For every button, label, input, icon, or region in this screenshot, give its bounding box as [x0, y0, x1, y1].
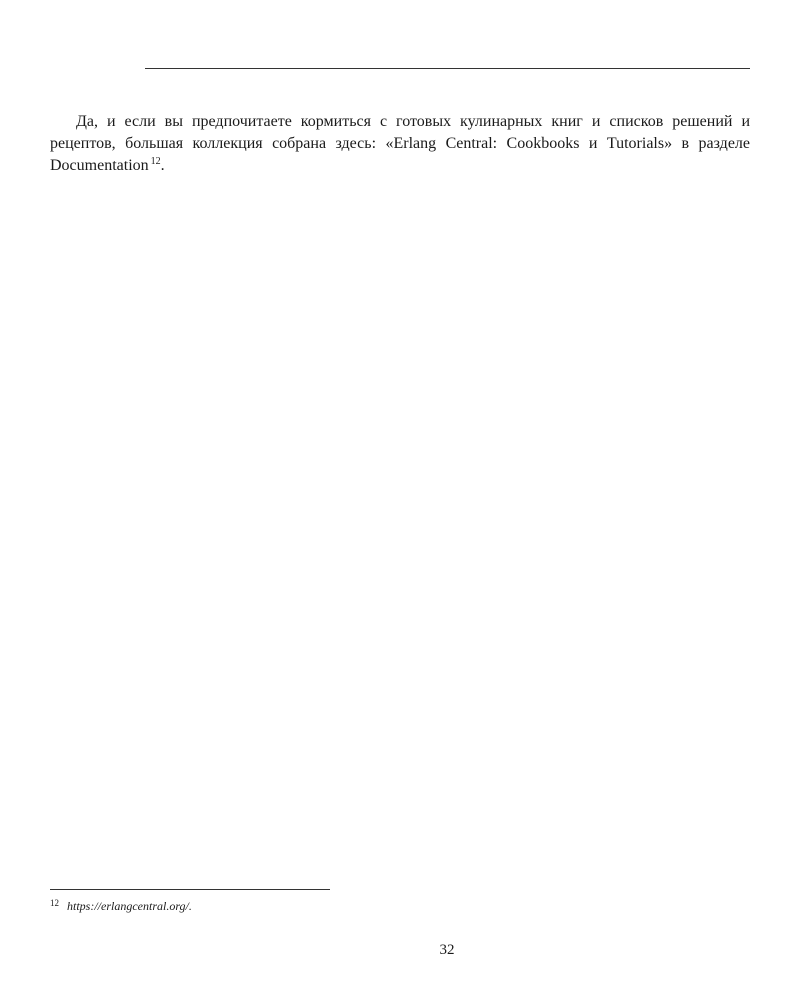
footnote — [50, 895, 192, 914]
footnote-link[interactable]: https://erlangcentral.org/. — [67, 899, 192, 913]
paragraph-text: Да, и если вы предпочитаете кормиться с готовых кулинарных книг и списков решений и рецептов, большая коллекция собрана здесь: «Erlang Central: Cookbooks и Tutorials» в разделе Documentation — [50, 113, 750, 174]
page-number: 32 — [439, 942, 455, 958]
footnote-rule — [50, 889, 330, 890]
body-paragraph — [50, 111, 750, 177]
header-rule — [145, 68, 750, 69]
footnote-reference[interactable]: 12 — [150, 156, 161, 167]
footnote-number: 12 — [50, 898, 59, 908]
paragraph-end: . — [160, 157, 165, 174]
